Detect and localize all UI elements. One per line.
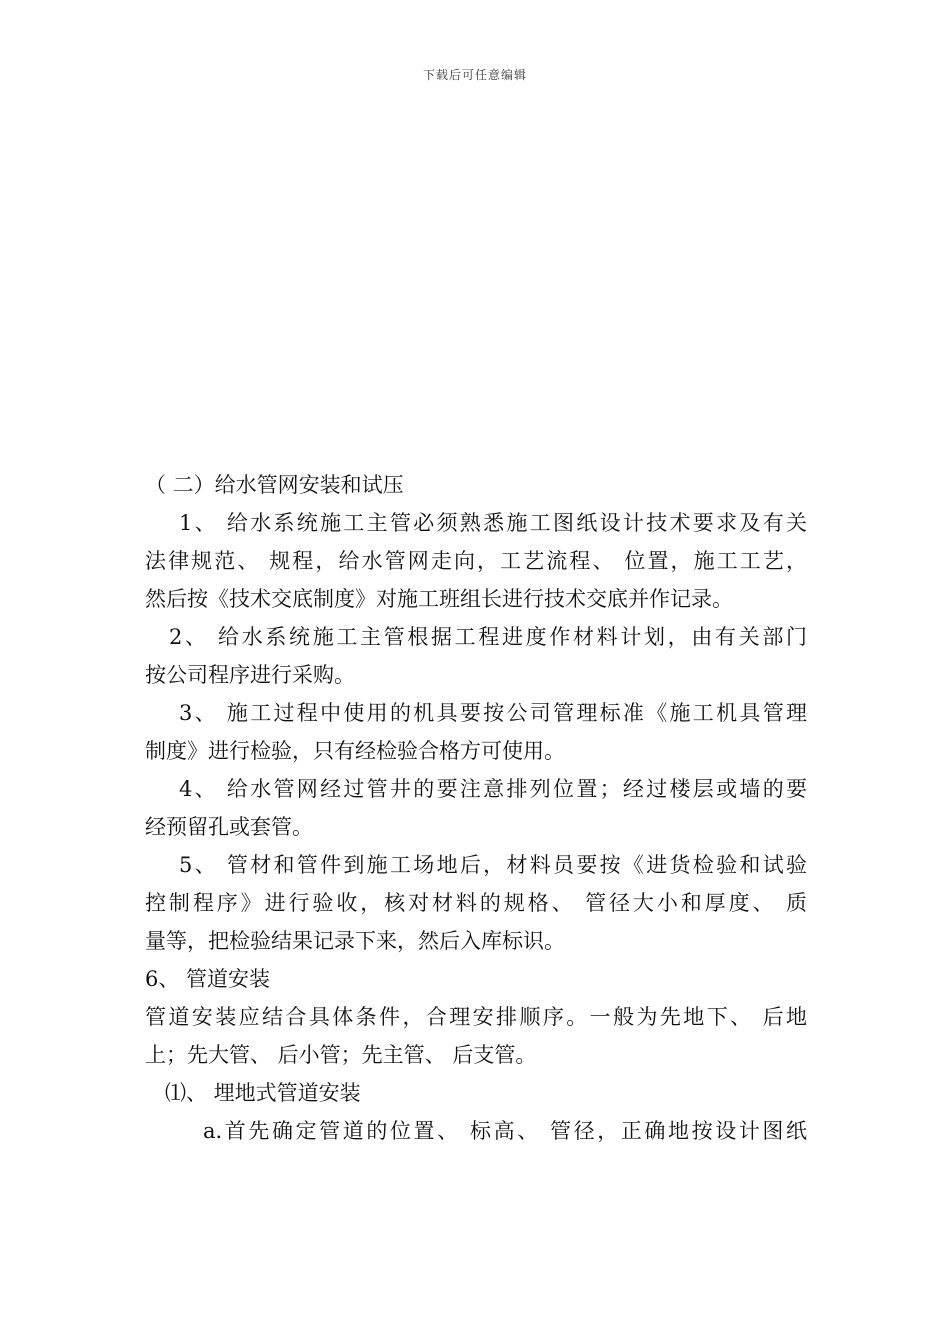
paragraph-2-line-1: 2、 给水系统施工主管根据工程进度作材料计划，由有关部门 — [169, 625, 807, 649]
page-header-note: 下载后可任意编辑 — [422, 68, 527, 82]
paragraph-4-line-1: 4、 给水管网经过管井的要注意排列位置；经过楼层或墙的要 — [179, 777, 807, 801]
paragraph-4-line-2: 经预留孔或套管。 — [145, 815, 313, 839]
paragraph-5-line-1: 5、 管材和管件到施工场地后，材料员要按《进货检验和试验 — [179, 853, 807, 877]
subsection-heading-6: 6、 管道安装 — [145, 967, 271, 991]
paragraph-1-line-2: 法律规范、 规程，给水管网走向，工艺流程、 位置，施工工艺， — [145, 549, 807, 573]
item-a-line-1: a.首先确定管道的位置、 标高、 管径，正确地按设计图纸 — [203, 1119, 807, 1143]
paragraph-3-line-2: 制度》进行检验，只有经检验合格方可使用。 — [145, 739, 565, 763]
paragraph-2-line-2: 按公司程序进行采购。 — [145, 663, 355, 687]
document-body — [145, 466, 807, 1150]
subsection-heading-1: ⑴、 埋地式管道安装 — [165, 1081, 361, 1105]
section-heading: （ 二）给水管网安装和试压 — [145, 473, 404, 497]
paragraph-1-line-1: 1、 给水系统施工主管必须熟悉施工图纸设计技术要求及有关 — [179, 511, 807, 535]
paragraph-6-line-2: 上；先大管、 后小管；先主管、 后支管。 — [145, 1043, 537, 1067]
paragraph-5-line-3: 量等，把检验结果记录下来，然后入库标识。 — [145, 929, 565, 953]
paragraph-1-line-3: 然后按《技术交底制度》对施工班组长进行技术交底并作记录。 — [145, 587, 733, 611]
paragraph-6-line-1: 管道安装应结合具体条件，合理安排顺序。一般为先地下、 后地 — [145, 1005, 807, 1029]
paragraph-5-line-2: 控制程序》进行验收，核对材料的规格、 管径大小和厚度、 质 — [145, 891, 807, 915]
paragraph-3-line-1: 3、 施工过程中使用的机具要按公司管理标准《施工机具管理 — [179, 701, 807, 725]
